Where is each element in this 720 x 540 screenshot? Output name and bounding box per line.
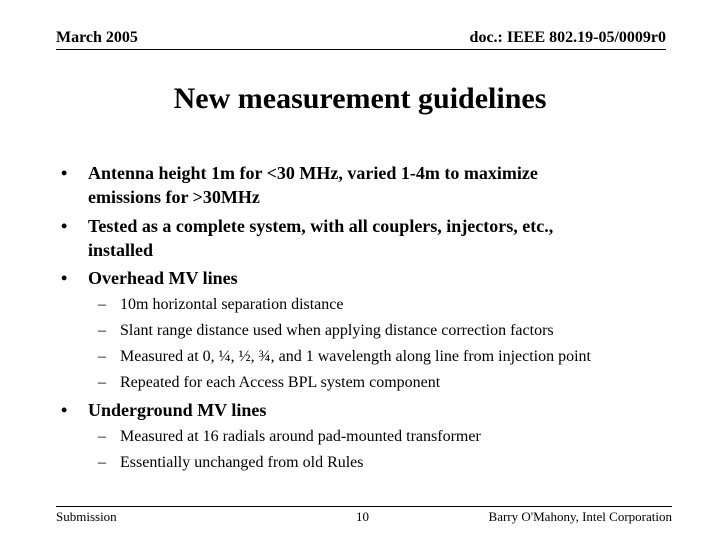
header-doc-id: doc.: IEEE 802.19-05/0009r0 (469, 29, 666, 46)
footer-divider (56, 506, 672, 507)
footer-submission: Submission (56, 509, 117, 524)
bullet-marker: • (61, 163, 68, 183)
subitem-unchanged (98, 453, 364, 473)
bullet-line: emissions for >30MHz (88, 187, 260, 207)
subitem-slant-range (98, 321, 554, 341)
header-date: March 2005 (56, 29, 138, 46)
subitem-text: Slant range distance used when applying distance correction factors (120, 322, 554, 339)
bullet-marker: • (61, 400, 68, 420)
dash-marker: – (98, 454, 106, 471)
header-divider (56, 49, 666, 50)
bullet-complete-system (61, 214, 648, 262)
bullet-line: Tested as a complete system, with all couplers, injectors, etc., (88, 216, 554, 236)
slide-title: New measurement guidelines (173, 82, 547, 115)
bullet-line: Underground MV lines (88, 400, 267, 420)
footer-author: Barry O'Mahony, Intel Corporation (488, 509, 672, 524)
subitem-text: Measured at 0, ¼, ½, ¾, and 1 wavelength along line from injection point (120, 348, 591, 365)
bullet-line: Overhead MV lines (88, 268, 238, 288)
subitem-text: Measured at 16 radials around pad-mounted transformer (120, 428, 481, 445)
bullet-line: installed (88, 240, 154, 260)
subitem-wavelength-points (98, 347, 591, 367)
subitem-text: 10m horizontal separation distance (120, 296, 344, 313)
bullet-marker: • (61, 216, 68, 236)
dash-marker: – (98, 348, 106, 365)
bullet-line: Antenna height 1m for <30 MHz, varied 1-4m to maximize (88, 163, 538, 183)
subitem-repeated-component (98, 373, 441, 393)
bullet-antenna-height (61, 161, 648, 209)
bullet-underground-mv (61, 398, 648, 422)
subitem-text: Essentially unchanged from old Rules (120, 454, 364, 471)
subitem-separation-distance (98, 295, 344, 315)
dash-marker: – (98, 296, 106, 313)
subitem-radials (98, 427, 481, 447)
bullet-marker: • (61, 268, 68, 288)
dash-marker: – (98, 374, 106, 391)
bullet-overhead-mv (61, 266, 648, 290)
dash-marker: – (98, 428, 106, 445)
dash-marker: – (98, 322, 106, 339)
subitem-text: Repeated for each Access BPL system component (120, 374, 441, 391)
footer-page-number: 10 (356, 509, 369, 524)
